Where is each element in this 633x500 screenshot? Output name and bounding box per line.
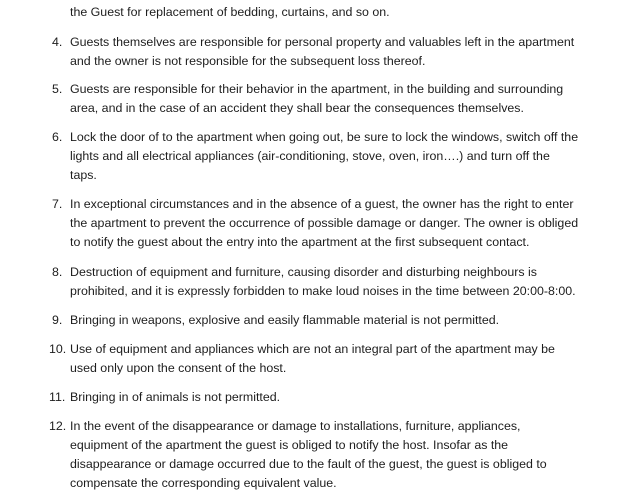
item-text-line: the apartment to prevent the occurrence of possible damage or danger. The owner is obliged xyxy=(70,216,579,230)
item-text-line: disappearance or damage occurred due to the fault of the guest, the guest is obliged to xyxy=(70,457,547,471)
item-text-line: Lock the door of to the apartment when going out, be sure to lock the windows, switch off the xyxy=(70,130,579,144)
item-text-line: taps. xyxy=(70,168,97,182)
item-text-line: Use of equipment and appliances which are not an integral part of the apartment may be xyxy=(70,342,555,356)
item-text-line: Guests are responsible for their behavior in the apartment, in the building and surrounding xyxy=(70,82,564,96)
item-text-line: In exceptional circumstances and in the absence of a guest, the owner has the right to enter xyxy=(70,197,574,211)
item-text-line: area, and in the case of an accident they shall bear the consequences themselves. xyxy=(70,101,524,115)
item-text-line: lights and all electrical appliances (air-conditioning, stove, oven, iron….) and turn off the xyxy=(70,149,550,163)
item-text-line: compensate the corresponding equivalent value. xyxy=(70,476,337,490)
intro-line: the Guest for replacement of bedding, curtains, and so on. xyxy=(70,5,390,19)
item-number: 6. xyxy=(52,130,63,144)
item-text-line: Bringing in weapons, explosive and easily flammable material is not permitted. xyxy=(70,313,500,327)
item-number: 11. xyxy=(49,390,66,404)
item-text-line: equipment of the apartment the guest is obliged to notify the host. Insofar as the xyxy=(70,438,509,452)
item-text-line: to notify the guest about the entry into the apartment at the first subsequent contact. xyxy=(70,235,530,249)
item-text-line: Bringing in of animals is not permitted. xyxy=(70,390,281,404)
item-number: 10. xyxy=(49,342,67,356)
item-text-line: Destruction of equipment and furniture, causing disorder and disturbing neighbours is xyxy=(70,265,537,279)
item-text-line: and the owner is not responsible for the subsequent loss thereof. xyxy=(70,54,426,68)
item-number: 8. xyxy=(52,265,63,279)
item-number: 4. xyxy=(52,35,63,49)
item-text-line: In the event of the disappearance or damage to installations, furniture, appliances, xyxy=(70,419,521,433)
item-number: 12. xyxy=(49,419,67,433)
item-number: 5. xyxy=(52,82,63,96)
item-text-line: prohibited, and it is expressly forbidden to make loud noises in the time between 20:00-8:00. xyxy=(70,284,576,298)
item-number: 7. xyxy=(52,197,63,211)
item-number: 9. xyxy=(52,313,63,327)
item-text-line: Guests themselves are responsible for personal property and valuables left in the apartment xyxy=(70,35,575,49)
item-text-line: used only upon the consent of the host. xyxy=(70,361,287,375)
